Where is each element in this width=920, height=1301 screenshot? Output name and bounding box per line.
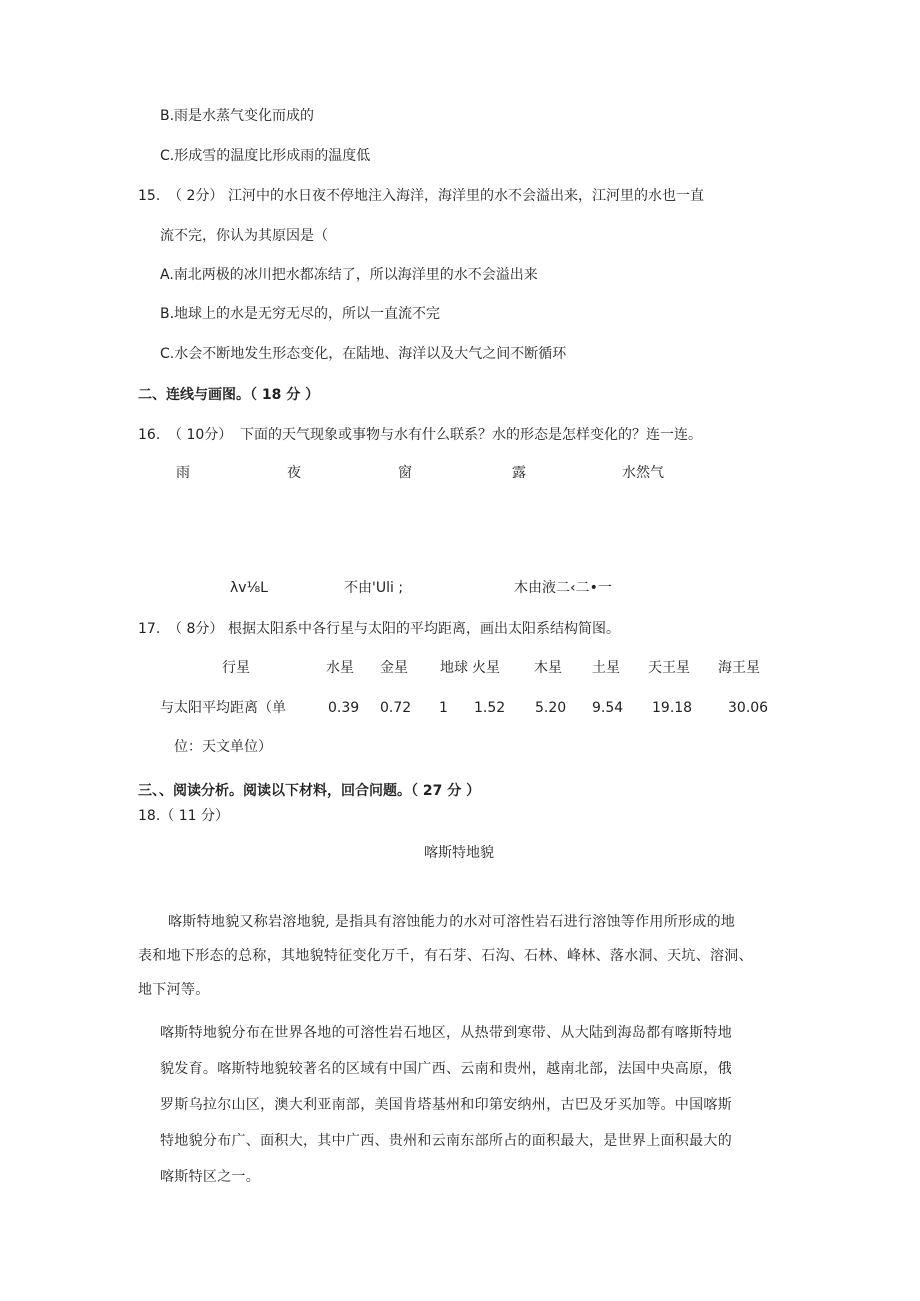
q16-phenomenon-vapor: 水然气 [622, 465, 664, 481]
table-planet-neptune: 海王星 [718, 660, 760, 676]
q15-option-a: A.南北两极的冰川把水都冻结了，所以海洋里的水不会溢出来 [160, 267, 538, 283]
paragraph-1-line-1: 喀斯特地貌又称岩溶地貌, 是指具有溶蚀能力的水对可溶性岩石进行溶蚀等作用所形成的地 [168, 914, 736, 930]
table-planet-saturn: 土星 [592, 660, 620, 676]
q16-phenomenon-night: 夜 [287, 465, 301, 481]
paragraph-1-line-3: 地下河等。 [138, 982, 210, 998]
table-planet-uranus: 天王星 [648, 660, 690, 676]
q15-option-c: C.水会不断地发生形态变化，在陆地、海洋以及大气之间不断循环 [160, 346, 567, 362]
table-header-label: 行星 [222, 660, 250, 676]
q16-stem: 下面的天气现象或事物与水有什么联系？水的形态是怎样变化的？连一连。 [240, 427, 702, 443]
q17-score: （ 8分） [168, 621, 224, 637]
table-planet-earth: 地球 [440, 660, 468, 676]
q15-stem-line1: 江河中的水日夜不停地注入海洋，海洋里的水不会溢出来，江河里的水也一直 [228, 188, 704, 204]
q16-phenomenon-dew: 露 [512, 465, 526, 481]
q16-score: （ 10分） [168, 427, 233, 443]
article-paragraph-1 [138, 905, 798, 1007]
paragraph-2-line-3: 罗斯乌拉尔山区，澳大利亚南部，美国肯塔基州和印第安纳州，古巴及牙买加等。中国喀斯 [160, 1097, 732, 1113]
table-distance-mercury: 0.39 [328, 700, 360, 716]
article-paragraph-2 [138, 1015, 798, 1195]
q14-option-c: C.形成雪的温度比形成雨的温度低 [160, 148, 371, 164]
table-distance-earth: 1 [439, 700, 448, 716]
paragraph-2-line-1: 喀斯特地貌分布在世界各地的可溶性岩石地区，从热带到寒带、从大陆到海岛都有喀斯特地 [160, 1025, 732, 1041]
table-planet-jupiter: 木星 [534, 660, 562, 676]
table-planet-venus: 金星 [380, 660, 408, 676]
table-planet-mars: 火星 [472, 660, 500, 676]
table-distance-neptune: 30.06 [728, 700, 769, 716]
table-distance-jupiter: 5.20 [535, 700, 567, 716]
table-distance-venus: 0.72 [380, 700, 412, 716]
article-title: 喀斯特地貌 [424, 845, 494, 861]
q17-number: 17. [138, 621, 161, 637]
table-distance-saturn: 9.54 [592, 700, 624, 716]
section3-title: 三、、阅读分析。阅读以下材料，回合问题。（ 27 分 ） [138, 783, 481, 799]
section2-title: 二、连线与画图。（ 18 分 ） [138, 387, 320, 403]
q15-score: （ 2分） [168, 188, 224, 204]
table-distance-uranus: 19.18 [652, 700, 693, 716]
q14-option-b: B.雨是水蒸气变化而成的 [160, 108, 315, 124]
q18-label: 18.（ 11 分） [138, 808, 229, 824]
table-row-label-line1: 与太阳平均距离（单 [160, 700, 286, 716]
paragraph-2-line-5: 喀斯特区之一。 [160, 1169, 261, 1185]
q16-phenomenon-window: 窗 [398, 465, 412, 481]
q15-option-b: B.地球上的水是无穷无尽的，所以一直流不完 [160, 306, 441, 322]
q15-number: 15. [138, 188, 161, 204]
q16-change-2: 不由'Uli ; [344, 580, 404, 596]
q16-change-3: 木由液二‹二•一 [514, 580, 612, 596]
q16-number: 16. [138, 427, 161, 443]
table-row-label-line2: 位：天文单位） [174, 739, 272, 755]
paragraph-1-line-2: 表和地下形态的总称，其地貌特征变化万千，有石芽、石沟、石林、峰林、落水洞、天坑、溶洞、 [138, 948, 753, 964]
q16-phenomenon-rain: 雨 [176, 465, 190, 481]
q17-stem: 根据太阳系中各行星与太阳的平均距离，画出太阳系结构简图。 [228, 621, 620, 637]
paragraph-2-line-2: 貌发育。喀斯特地貌较著名的区域有中国广西、云南和贵州，越南北部，法国中央高原，俄 [160, 1061, 732, 1077]
table-planet-mercury: 水星 [326, 660, 354, 676]
paragraph-2-line-4: 特地貌分布广、面积大，其中广西、贵州和云南东部所占的面积最大，是世界上面积最大的 [160, 1133, 732, 1149]
q15-stem-line2: 流不完，你认为其原因是（ [160, 228, 328, 244]
q16-change-1: λv⅛L [230, 580, 268, 596]
table-distance-mars: 1.52 [474, 700, 506, 716]
